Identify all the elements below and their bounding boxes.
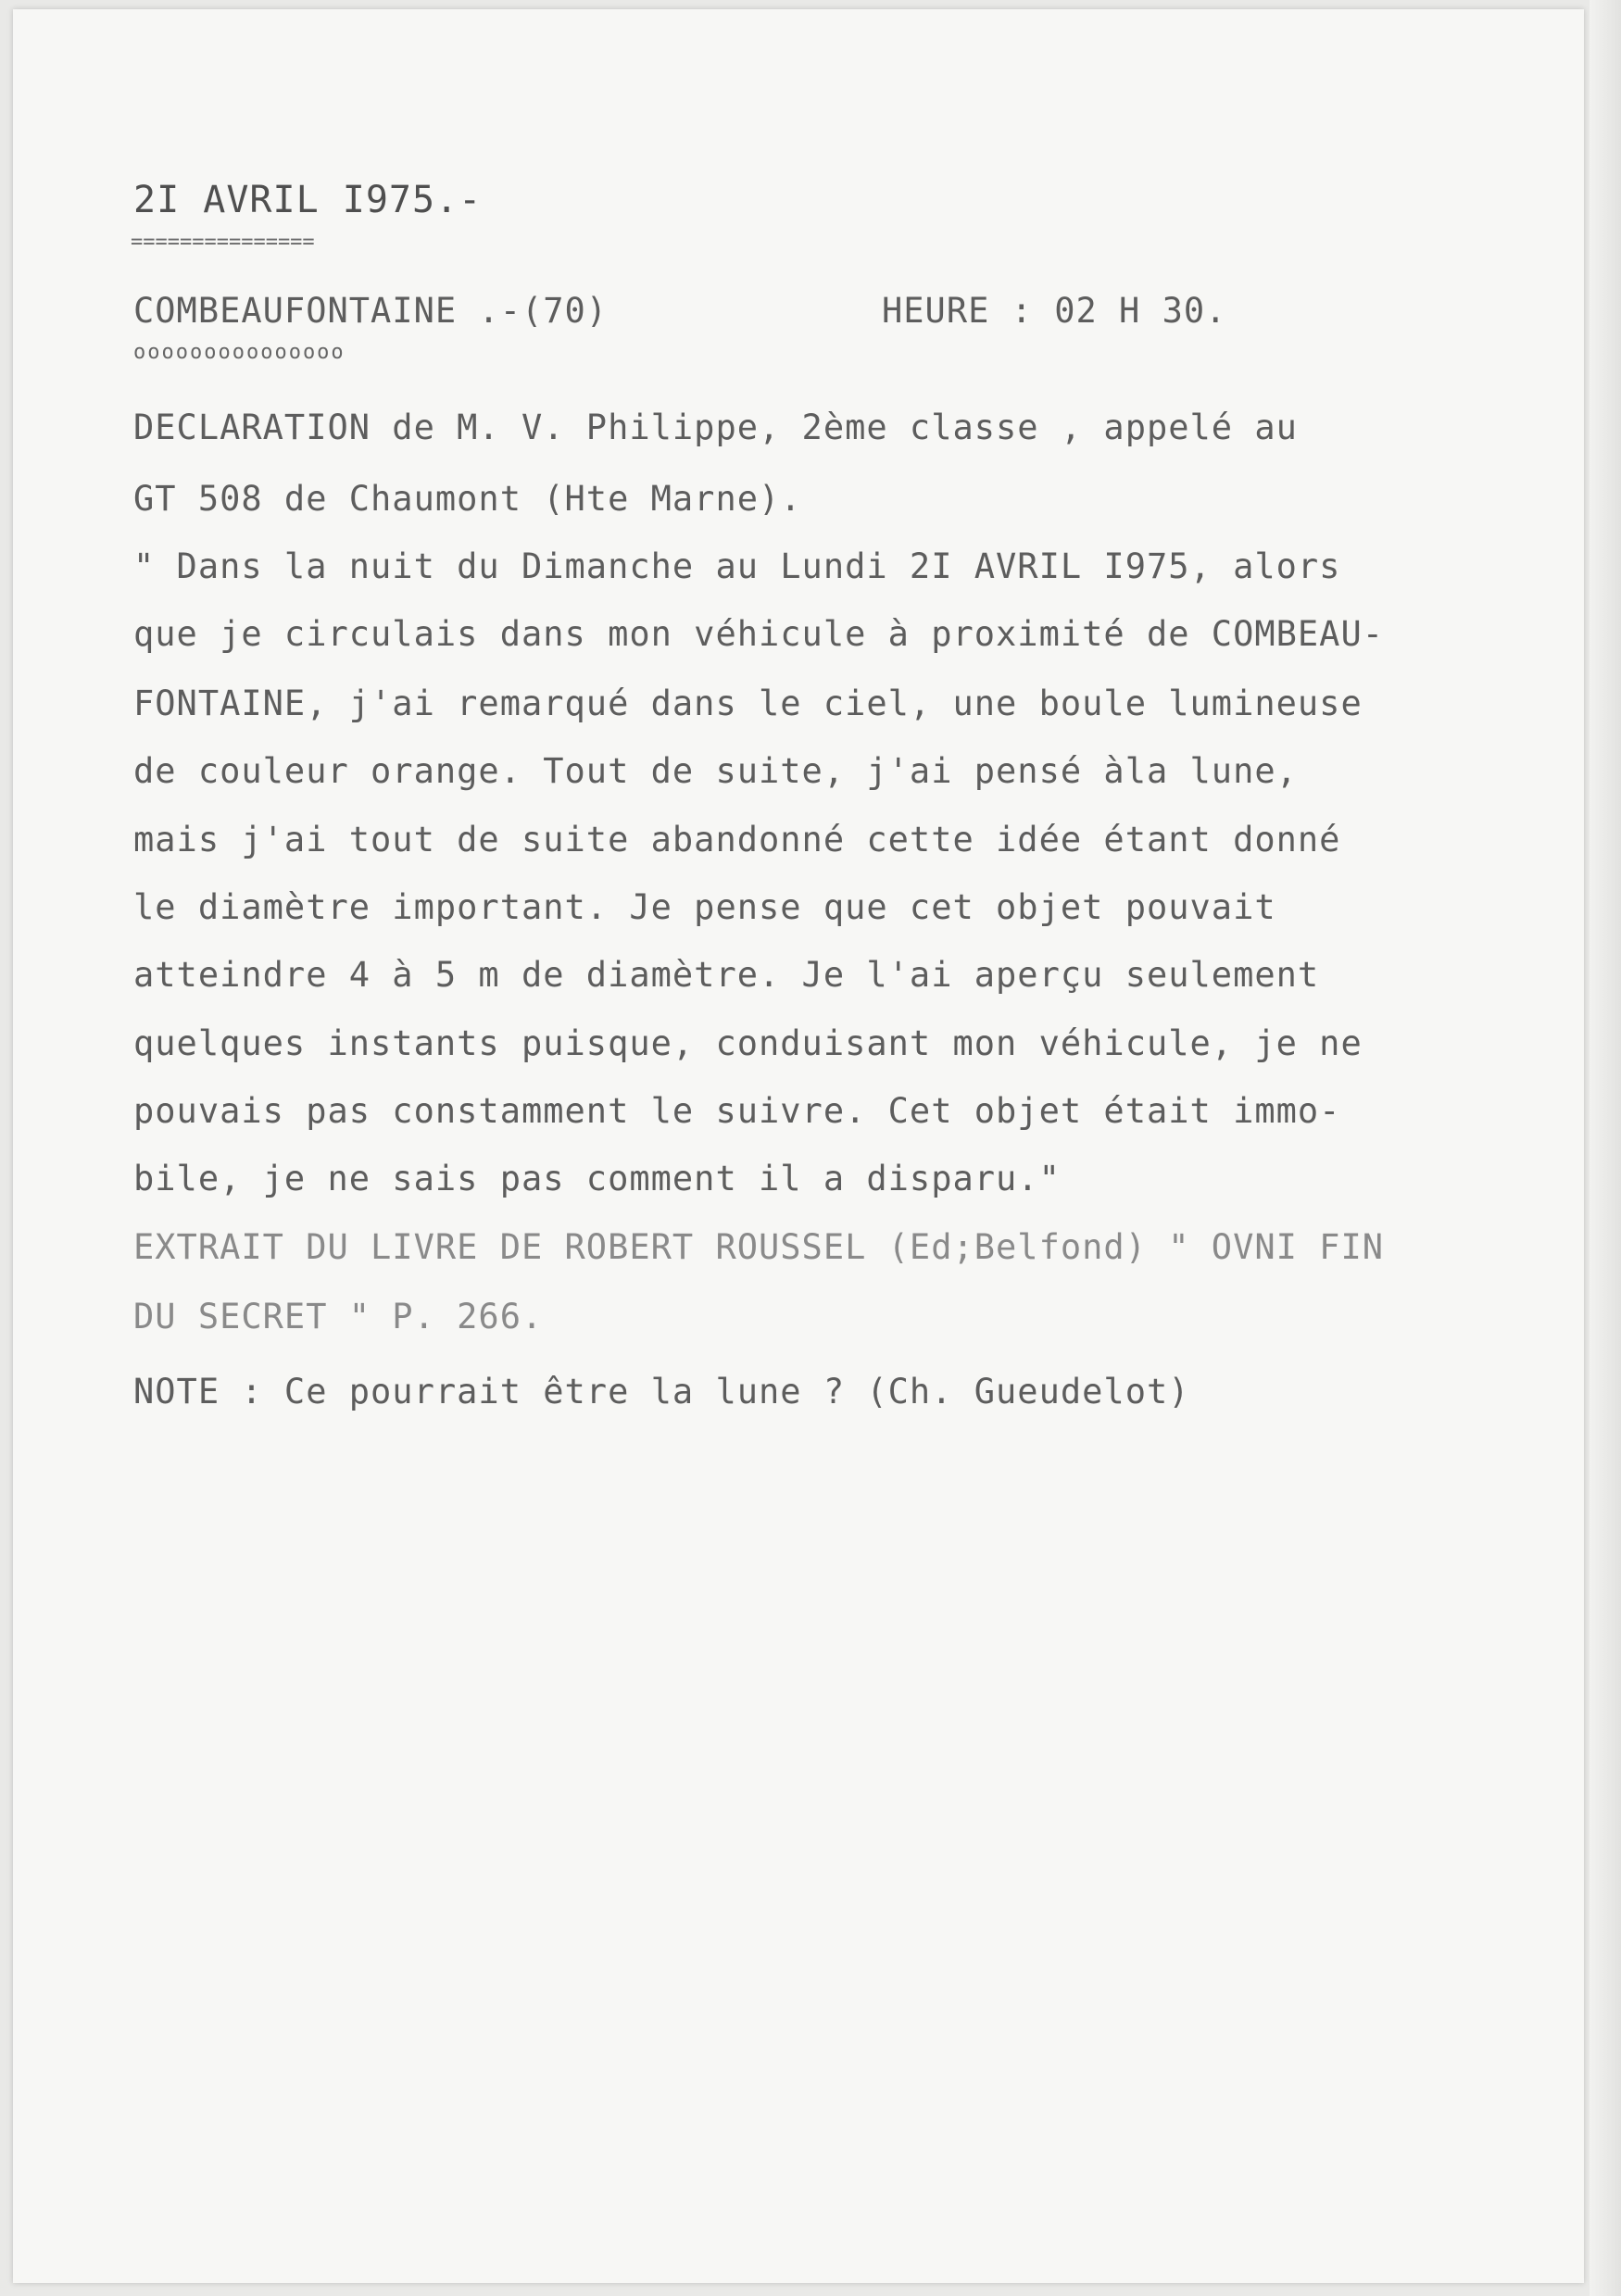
text-line: GT 508 de Chaumont (Hte Marne). — [133, 479, 802, 519]
location-heading: COMBEAUFONTAINE .-(70) — [133, 291, 609, 331]
text-line: mais j'ai tout de suite abandonné cette idée étant donné — [133, 820, 1341, 859]
text-line: pouvais pas constamment le suivre. Cet objet était immo- — [133, 1091, 1341, 1131]
text-line: de couleur orange. Tout de suite, j'ai pensé àla lune, — [133, 751, 1298, 791]
date-underline: =============== — [131, 231, 315, 254]
time-heading: HEURE : 02 H 30. — [882, 291, 1227, 331]
page-edge-shadow — [1590, 0, 1621, 2296]
text-line: FONTAINE, j'ai remarqué dans le ciel, une boule lumineuse — [133, 684, 1363, 723]
source-citation-continued: DU SECRET " P. 266. — [133, 1297, 544, 1336]
text-line: " Dans la nuit du Dimanche au Lundi 2I AVRIL I975, alors — [133, 546, 1341, 586]
document-date: 2I AVRIL I975.- — [133, 179, 483, 221]
note-line: NOTE : Ce pourrait être la lune ? (Ch. Gueudelot) — [133, 1372, 1190, 1411]
source-citation: EXTRAIT DU LIVRE DE ROBERT ROUSSEL (Ed;Belfond) " OVNI FIN — [133, 1227, 1385, 1267]
document-page — [13, 9, 1584, 2283]
location-underline: ooooooooooooooo — [133, 341, 346, 364]
text-line: atteindre 4 à 5 m de diamètre. Je l'ai aperçu seulement — [133, 955, 1320, 995]
text-line: bile, je ne sais pas comment il a disparu." — [133, 1159, 1061, 1198]
text-line: DECLARATION de M. V. Philippe, 2ème classe , appelé au — [133, 408, 1298, 447]
text-line: le diamètre important. Je pense que cet objet pouvait — [133, 887, 1276, 927]
text-line: quelques instants puisque, conduisant mon véhicule, je ne — [133, 1023, 1363, 1063]
text-line: que je circulais dans mon véhicule à proximité de COMBEAU- — [133, 614, 1385, 654]
